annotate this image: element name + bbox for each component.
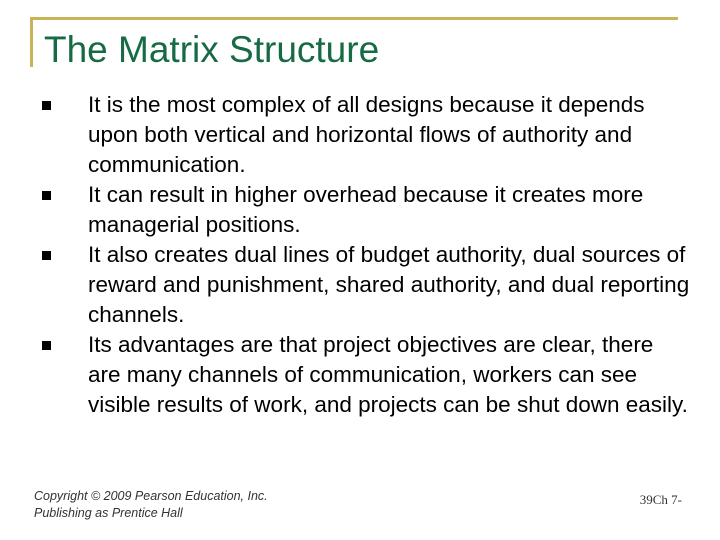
copyright-footer	[34, 488, 268, 522]
bullet-item	[42, 180, 692, 240]
bullet-text: It is the most complex of all designs because it depends upon both vertical and horizontal flows of authority and communication.	[88, 92, 645, 177]
square-bullet-icon	[42, 341, 51, 350]
title-accent-rule-top	[30, 17, 678, 20]
title-accent-rule-left	[30, 17, 33, 67]
copyright-line: Copyright © 2009 Pearson Education, Inc.	[34, 489, 268, 503]
square-bullet-icon	[42, 101, 51, 110]
bullet-item	[42, 240, 692, 330]
square-bullet-icon	[42, 191, 51, 200]
slide-title: The Matrix Structure	[44, 29, 380, 70]
bullet-text: It can result in higher overhead because it creates more managerial positions.	[88, 182, 644, 237]
bullet-item	[42, 330, 692, 420]
bullet-list	[42, 90, 692, 420]
publisher-line: Publishing as Prentice Hall	[34, 506, 183, 520]
square-bullet-icon	[42, 251, 51, 260]
bullet-text: Its advantages are that project objectives are clear, there are many channels of communication, workers can see visible results of work, and projects can be shut down easily.	[88, 332, 688, 417]
bullet-text: It also creates dual lines of budget authority, dual sources of reward and punishment, shared authority, and dual reporting channels.	[88, 242, 690, 327]
page-number: 39Ch 7-	[639, 492, 682, 507]
bullet-item	[42, 90, 692, 180]
